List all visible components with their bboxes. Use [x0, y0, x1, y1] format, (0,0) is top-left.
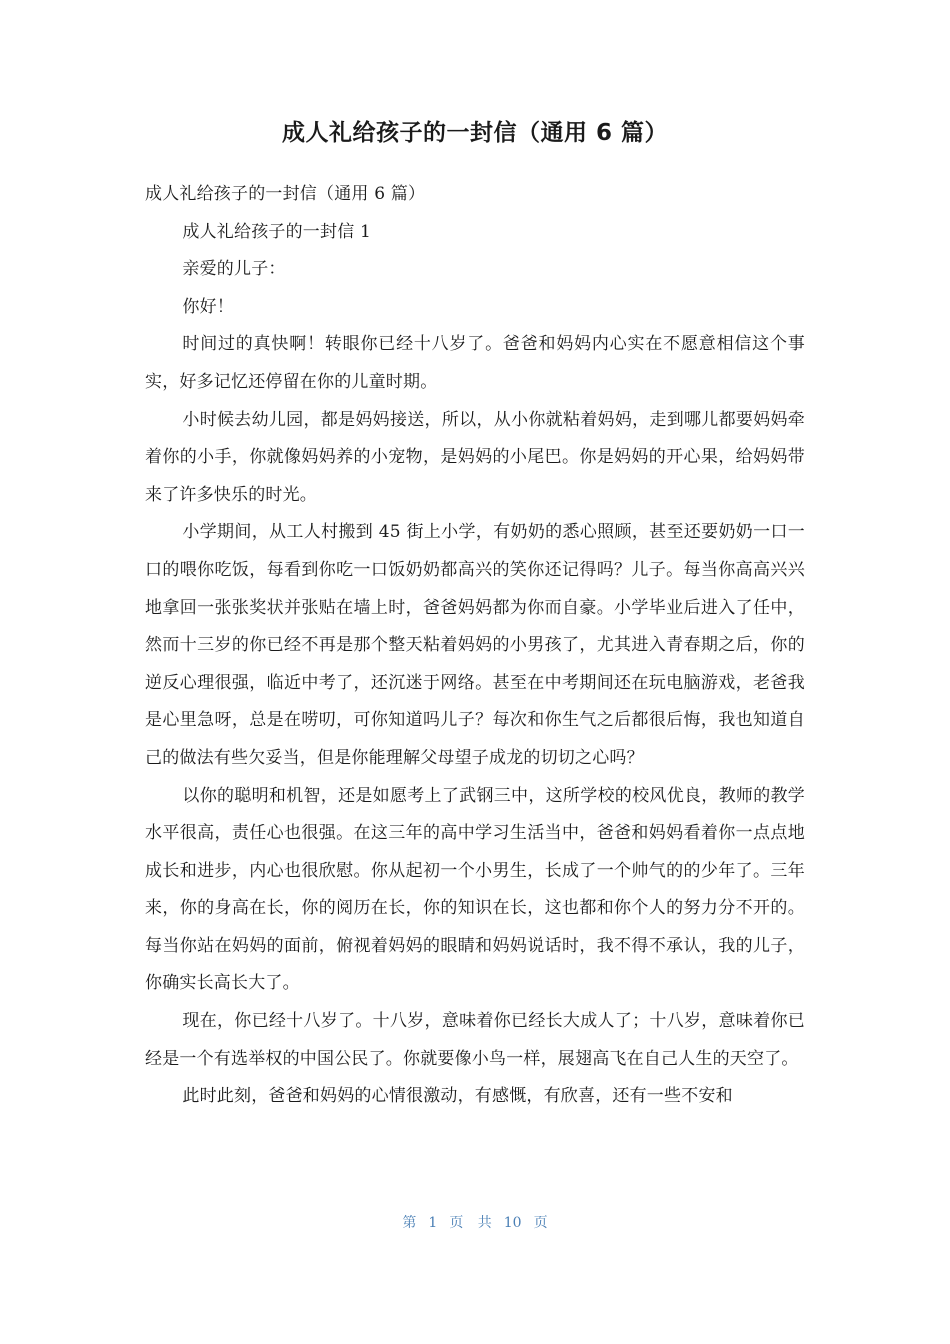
page-footer — [0, 1211, 950, 1235]
page-label-mid: 页 共 — [449, 1215, 492, 1231]
paragraph: 现在，你已经十八岁了。十八岁，意味着你已经长大成人了；十八岁，意味着你已经是一个有选举权的中国公民了。你就要像小鸟一样，展翅高飞在自己人生的天空了。 — [145, 1011, 805, 1069]
total-pages-number: 10 — [503, 1215, 522, 1231]
subtitle-line: 成人礼给孩子的一封信（通用 6 篇） — [145, 184, 426, 204]
paragraph: 小时候去幼儿园，都是妈妈接送，所以，从小你就粘着妈妈，走到哪儿都要妈妈牵着你的小手，你就像妈妈养的小宠物，是妈妈的小尾巴。你是妈妈的开心果，给妈妈带来了许多快乐的时光。 — [145, 409, 805, 505]
paragraph: 以你的聪明和机智，还是如愿考上了武钢三中，这所学校的校风优良，教师的教学水平很高，责任心也很强。在这三年的高中学习生活当中，爸爸和妈妈看着你一点点地成长和进步，内心也很欣慰。你从起初一个小男生，长成了一个帅气的的少年了。三年来，你的身高在长，你的阅历在长，你的知识在长，这也都和你个人的努力分不开的。每当你站在妈妈的面前，俯视着妈妈的眼睛和妈妈说话时，我不得不承认，我的儿子，你确实长高长大了。 — [145, 785, 805, 994]
page-label-suffix: 页 — [533, 1215, 548, 1231]
paragraph: 此时此刻，爸爸和妈妈的心情很激动，有感慨，有欣喜，还有一些不安和 — [182, 1086, 733, 1107]
paragraph: 小学期间，从工人村搬到 45 街上小学，有奶奶的悉心照顾，甚至还要奶奶一口一口的喂你吃饭，每看到你吃一口饭奶奶都高兴的笑你还记得吗？儿子。每当你高高兴兴地拿回一张张奖状并张贴在墙上时，爸爸妈妈都为你而自豪。小学毕业后进入了任中，然而十三岁的你已经不再是那个整天粘着妈妈的小男孩了，尤其进入青春期之后，你的逆反心理很强，临近中考了，还沉迷于网络。甚至在中考期间还在玩电脑游戏，老爸我是心里急呀，总是在唠叨，可你知道吗儿子？每次和你生气之后都很后悔，我也知道自己的做法有些欠妥当，但是你能理解父母望子成龙的切切之心吗？ — [145, 522, 805, 768]
section-heading: 成人礼给孩子的一封信 1 — [182, 221, 372, 242]
greeting: 你好！ — [182, 296, 234, 317]
current-page-number: 1 — [428, 1215, 438, 1231]
page-label-prefix: 第 — [402, 1215, 417, 1231]
paragraph: 时间过的真快啊！转眼你已经十八岁了。爸爸和妈妈内心实在不愿意相信这个事实，好多记忆还停留在你的儿童时期。 — [145, 334, 805, 392]
salutation: 亲爱的儿子： — [182, 259, 286, 280]
document-title: 成人礼给孩子的一封信（通用 6 篇） — [281, 120, 669, 146]
document-body — [145, 176, 805, 1116]
